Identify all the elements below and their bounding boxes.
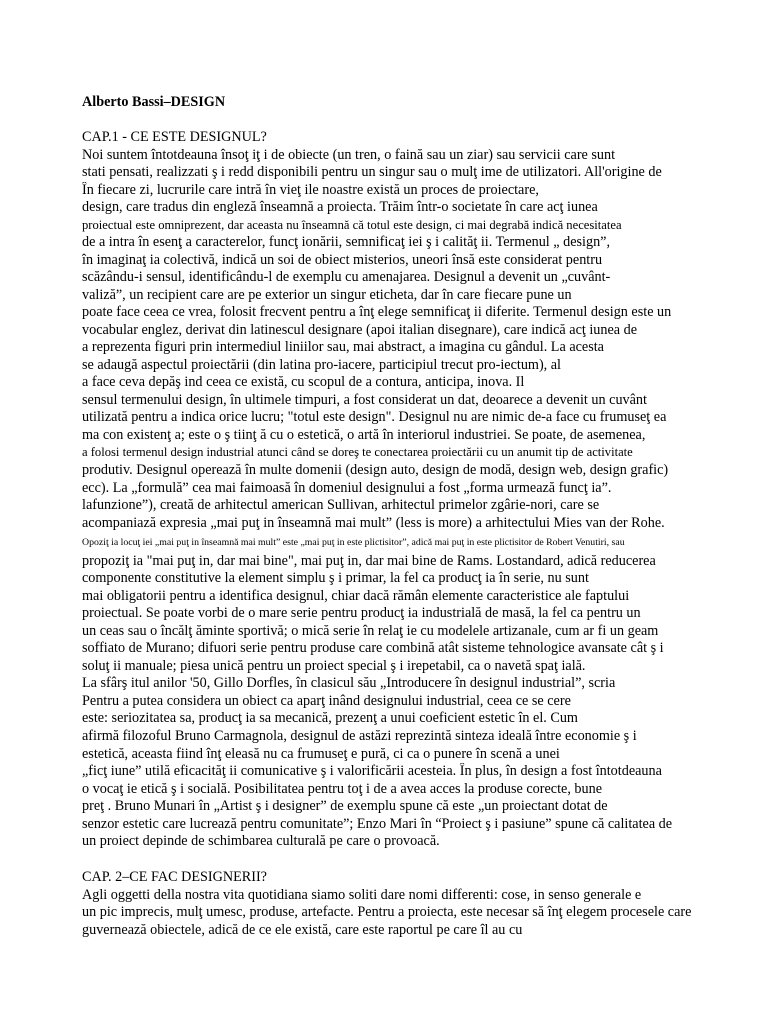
body-line: a face ceva depăş ind ceea ce există, cu scopul de a contura, anticipa, inova. Il [82, 374, 525, 390]
body-line: guvernează obiectele, adică de ce ele există, care este raportul pe care îl au cu [82, 922, 523, 938]
body-line: valiză”, un recipient care are pe exterior un singur eticheta, dar în care fiecare pune un [82, 287, 572, 303]
chapter-1-heading: CAP.1 - CE ESTE DESIGNUL? [82, 129, 267, 145]
body-line: un ceas sau o încălţ ăminte sportivă; o mică serie în relaţ ie cu modelele artizanale, cum ar fi un geam [82, 623, 659, 639]
body-line: ecc). La „formulă” cea mai faimoasă în domeniul designului a fost „forma urmează funcţ ia”. [82, 480, 612, 496]
body-line: de a intra în esenţ a caracterelor, funcţ ionării, semnificaţ iei ş i calităţ ii. Termenul „ design”, [82, 234, 611, 250]
body-line: produtiv. Designul operează în multe domenii (design auto, design de modă, design web, design grafic) [82, 462, 669, 478]
body-line: Opoziţ ia locuţ iei „mai puţ in înseamnă mai mult” este „mai puţ in este plictisitor”, adică mai puţ in este plictisitor de Robert Venutiri, sau [82, 537, 625, 548]
body-line: La sfârş itul anilor '50, Gillo Dorfles, în clasicul său „Introducere în designul industrial”, scria [82, 675, 616, 691]
body-line: soluţ ii manuale; piesa unică pentru un proiect special ş i irepetabil, ca o navetă spaţ ială. [82, 658, 586, 674]
body-line: acompaniază expresia „mai puţ in înseamnă mai mult” (less is more) a arhitectului Mies van der Rohe. [82, 515, 665, 531]
body-line: proiectual. Se poate vorbi de o mare serie pentru producţ ia industrială de masă, la fel ca pentru un [82, 605, 641, 621]
body-line: Pentru a putea considera un obiect ca aparţ inând designului industrial, ceea ce se cere [82, 693, 571, 709]
body-line: afirmă filozoful Bruno Carmagnola, designul de astăzi reprezintă sinteza ideală între economie ş i [82, 728, 637, 744]
body-line: a folosi termenul design industrial atunci când se doreş te conectarea proiectării cu un anumit tip de activitate [82, 445, 633, 459]
body-line: poate face ceea ce vrea, folosit frecvent pentru a înţ elege semnificaţ ii diferite. Termenul design este un [82, 304, 672, 320]
body-line: „ficţ iune” utilă eficacităţ ii comunicative ş i valorificării acesteia. În plus, în design a fost întotdeauna [82, 763, 662, 779]
body-line: un pic imprecis, mulţ umesc, produse, artefacte. Pentru a proiecta, este necesar să înţ elegem procesele care [82, 904, 692, 920]
body-line: mai obligatorii pentru a identifica designul, chiar dacă rămân elemente caracteristice ale faptului [82, 588, 630, 604]
body-line: soffiato de Murano; difuori serie pentru produse care combină atât sisteme tehnologice avansate cât ş i [82, 640, 664, 656]
body-line: componente constitutive la element simplu ş i primar, la fel ca producţ ia în serie, nu sunt [82, 570, 589, 586]
body-line: lafunzione”), creată de arhitectul american Sullivan, arhitectul primelor zgârie-nori, care se [82, 497, 600, 513]
chapter-2-heading: CAP. 2–CE FAC DESIGNERII? [82, 869, 267, 885]
body-line: design, care tradus din engleză înseamnă a proiecta. Trăim într-o societate în care acţ iunea [82, 199, 598, 215]
body-line: a reprezenta figuri prin intermediul liniilor sau, mai abstract, a imagina cu gândul. La acesta [82, 339, 604, 355]
body-line: proiectual este omniprezent, dar aceasta nu înseamnă că totul este design, ci mai degrabă indică necesitatea [82, 218, 622, 232]
body-line: estetică, aceasta fiind înţ eleasă nu ca frumuseţ e pură, ci ca o punere în scenă a unei [82, 746, 560, 762]
body-line: este: seriozitatea sa, producţ ia sa mecanică, prezenţ a unui coeficient estetic în el. Cum [82, 710, 578, 726]
body-line: preţ . Bruno Munari în „Artist ş i designer” de exemplu spune că este „un proiectant dotat de [82, 798, 608, 814]
body-line: Noi suntem întotdeauna însoţ iţ i de obiecte (un tren, o faină sau un ziar) sau servicii care sunt [82, 147, 616, 163]
body-line: ma con existenţ a; este o ş tiinţ ă cu o estetică, o artă în interiorul industriei. Se poate, de asemenea, [82, 427, 646, 443]
body-line: se adaugă aspectul proiectării (din latina pro-iacere, participiul trecut pro-iectum), al [82, 357, 562, 373]
body-line: utilizată pentru a indica orice lucru; "totul este design". Designul nu are nimic de-a face cu frumuseţ ea [82, 409, 667, 425]
body-line: În fiecare zi, lucrurile care intră în vieţ ile noastre există un proces de proiectare, [82, 182, 539, 198]
body-line: senzor estetic care lucrează pentru comunitate”; Enzo Mari în “Proiect ş i pasiune” spune că calitatea de [82, 816, 673, 832]
body-line: scăzându-i sensul, identificându-l de exemplu cu amenajarea. Designul a devenit un „cuvânt- [82, 269, 611, 285]
body-line: Agli oggetti della nostra vita quotidiana siamo soliti dare nomi differenti: cose, in senso generale e [82, 887, 642, 903]
body-line: un proiect depinde de schimbarea culturală pe care o provoacă. [82, 833, 440, 849]
body-line: vocabular englez, derivat din latinescul designare (apoi italian disegnare), care indică acţ iunea de [82, 322, 638, 338]
body-line: propoziţ ia "mai puţ in, dar mai bine", mai puţ in, dar mai bine de Rams. Lostandard, adică reducerea [82, 553, 656, 569]
body-line: în imaginaţ ia colectivă, indică un soi de obiect misterios, uneori însă este considerat pentru [82, 252, 603, 268]
body-line: sensul termenului design, în ultimele timpuri, a fost considerat un dat, deoarece a devenit un cuvânt [82, 392, 647, 408]
body-line: o vocaţ ie etică ş i socială. Posibilitatea pentru toţ i de a avea acces la produse corecte, bune [82, 781, 602, 797]
document-title: Alberto Bassi–DESIGN [82, 94, 226, 110]
body-line: stati pensati, realizzati ş i redd disponibili pentru un singur sau o mulţ ime de utilizatori. All'origine de [82, 164, 662, 180]
